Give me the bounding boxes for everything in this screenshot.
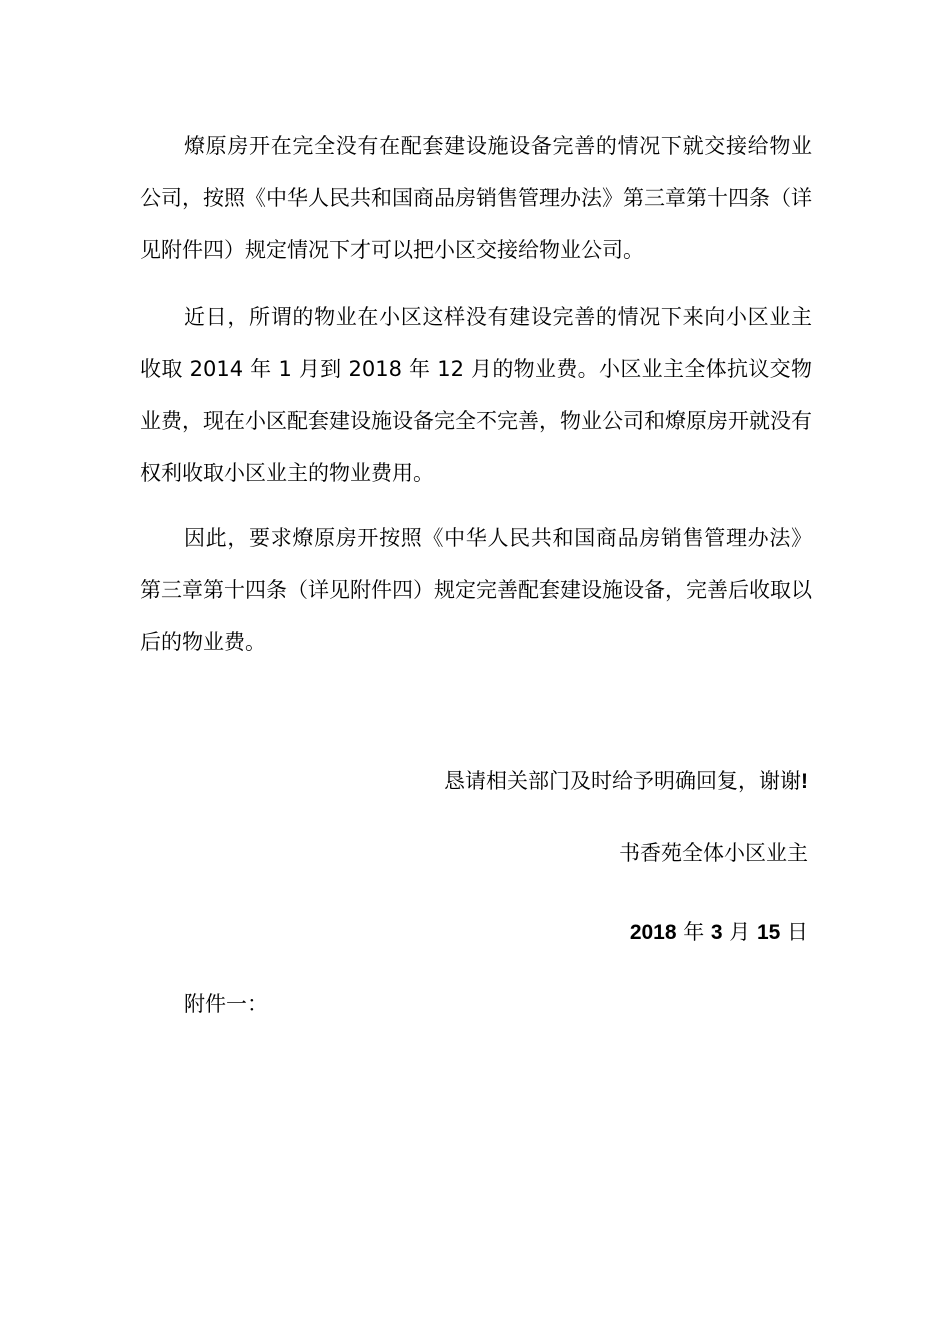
date-day-unit: 日 bbox=[780, 920, 808, 944]
paragraph-request: 因此，要求燎原房开按照《中华人民共和国商品房销售管理办法》第三章第十四条（详见附件四）规定完善配套建设施设备，完善后收取以后的物业费。 bbox=[140, 526, 812, 654]
date-year-unit: 年 bbox=[676, 920, 711, 944]
paragraph-handover: 燎原房开在完全没有在配套建设施设备完善的情况下就交接给物业公司，按照《中华人民共和国商品房销售管理办法》第三章第十四条（详见附件四）规定情况下才可以把小区交接给物业公司。 bbox=[140, 134, 812, 262]
attachment-label: 附件一： bbox=[184, 992, 268, 1016]
date-month-unit: 月 bbox=[722, 920, 757, 944]
paragraph-property-fee: 近日，所谓的物业在小区这样没有建设完善的情况下来向小区业主收取 2014 年 1 月到 2018 年 12 月的物业费。小区业主全体抗议交物业费，现在小区配套建设施设备完全不完善，物业公司和燎原房开就没有权利收取小区业主的物业费用。 bbox=[140, 305, 812, 485]
signature: 书香苑全体小区业主 bbox=[619, 841, 808, 865]
date-day: 15 bbox=[756, 921, 781, 944]
closing-text: 恳请相关部门及时给予明确回复，谢谢 bbox=[444, 769, 801, 793]
closing-mark: ! bbox=[801, 770, 808, 793]
date-year: 2018 bbox=[629, 921, 677, 944]
date-month: 3 bbox=[710, 921, 723, 944]
date-line bbox=[630, 917, 808, 948]
closing-line bbox=[444, 766, 808, 797]
